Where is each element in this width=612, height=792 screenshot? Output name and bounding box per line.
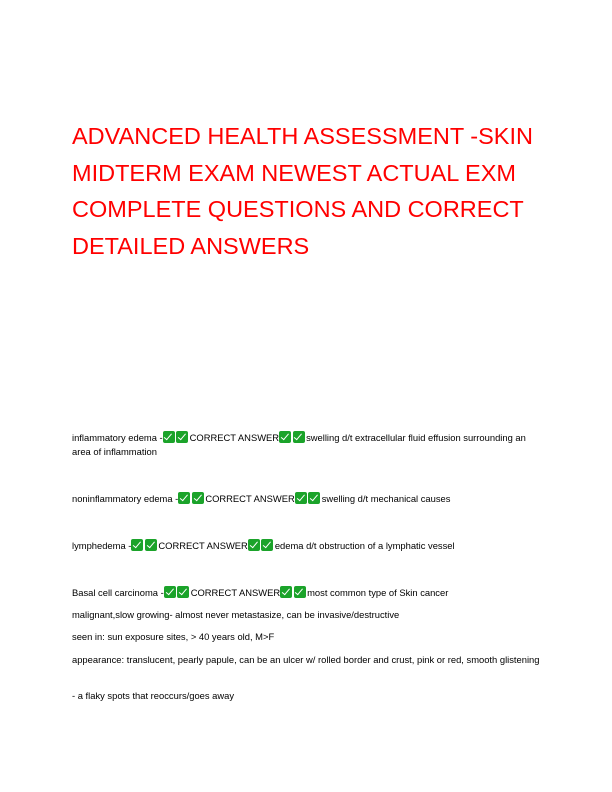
checkmark-icon bbox=[176, 431, 188, 443]
title-line-4: DETAILED ANSWERS bbox=[72, 232, 310, 259]
qa-marker: CORRECT ANSWER bbox=[205, 493, 295, 504]
title-line-2: MIDTERM EXAM NEWEST ACTUAL EXM bbox=[72, 159, 516, 186]
qa-term: noninflammatory edema - bbox=[72, 493, 179, 504]
checkmark-icon bbox=[308, 492, 320, 504]
document-title bbox=[72, 118, 542, 264]
qa-term: Basal cell carcinoma - bbox=[72, 587, 164, 598]
qa-answer: most common type of Skin cancer bbox=[307, 587, 449, 598]
checkmark-icon bbox=[145, 539, 157, 551]
qa-marker: CORRECT ANSWER bbox=[158, 540, 248, 551]
bcc-detail-line: - a flaky spots that reoccurs/goes away bbox=[72, 690, 235, 701]
qa-term: lymphedema - bbox=[72, 540, 132, 551]
bcc-detail-line: seen in: sun exposure sites, > 40 years old, M>F bbox=[72, 631, 275, 642]
qa-item-lymphedema bbox=[72, 539, 542, 553]
bcc-detail-line: appearance: translucent, pearly papule, can be an ulcer w/ rolled border and crust, pink or red, smooth glistening bbox=[72, 654, 540, 665]
checkmark-icon bbox=[163, 431, 175, 443]
checkmark-icon bbox=[294, 586, 306, 598]
checkmark-icon bbox=[177, 586, 189, 598]
checkmark-icon bbox=[192, 492, 204, 504]
title-line-3: COMPLETE QUESTIONS AND CORRECT bbox=[72, 196, 524, 222]
qa-item-inflammatory-edema bbox=[72, 431, 542, 459]
qa-marker: CORRECT ANSWER bbox=[189, 432, 280, 443]
checkmark-icon bbox=[261, 539, 273, 551]
checkmark-icon bbox=[248, 539, 260, 551]
checkmark-icon bbox=[178, 492, 190, 504]
bcc-detail-line: malignant,slow growing- almost never metastasize, can be invasive/destructive bbox=[72, 609, 400, 620]
qa-answer: swelling d/t extracellular fluid effusion surrounding an area of inflammation bbox=[72, 432, 526, 457]
checkmark-icon bbox=[279, 431, 291, 443]
checkmark-icon bbox=[293, 431, 305, 443]
checkmark-icon bbox=[295, 492, 307, 504]
checkmark-icon bbox=[164, 586, 176, 598]
qa-answer: swelling d/t mechanical causes bbox=[321, 493, 451, 504]
qa-marker: CORRECT ANSWER bbox=[190, 587, 281, 598]
checkmark-icon bbox=[280, 586, 292, 598]
checkmark-icon bbox=[131, 539, 143, 551]
title-line-1: ADVANCED HEALTH ASSESSMENT -SKIN bbox=[72, 123, 533, 149]
qa-term: inflammatory edema - bbox=[72, 432, 163, 443]
qa-answer: edema d/t obstruction of a lymphatic vessel bbox=[274, 540, 455, 551]
qa-item-noninflammatory-edema bbox=[72, 492, 542, 506]
qa-item-basal-cell-carcinoma bbox=[72, 586, 542, 600]
